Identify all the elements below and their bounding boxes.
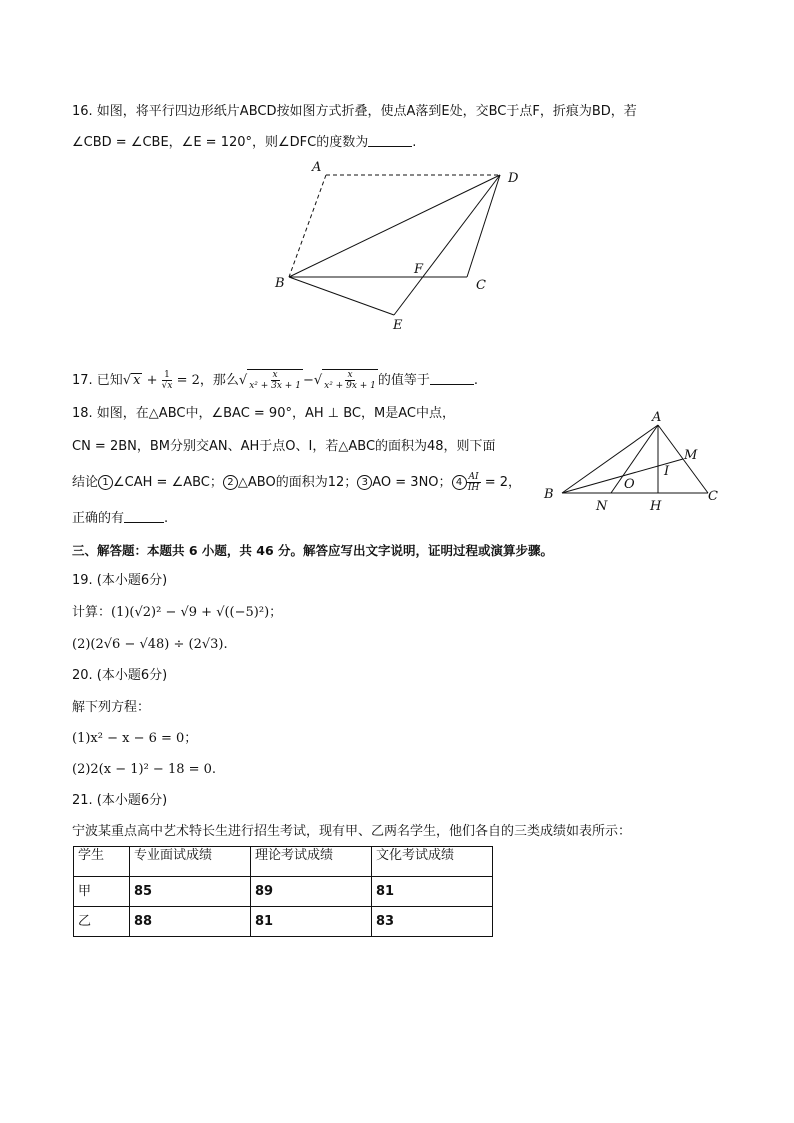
q18-figure [540, 405, 730, 515]
q16-edge-ED [394, 175, 500, 315]
cell-student: 甲 [74, 877, 130, 907]
q18-label-O: O [624, 477, 635, 492]
cell-interview: 88 [130, 907, 251, 937]
q18-circle-4: 4 [452, 475, 467, 490]
q16-answer-blank[interactable] [368, 134, 412, 147]
q17-prefix: 17. 已知 [72, 373, 123, 388]
q16-line1: 16. 如图，将平行四边形纸片ABCD按如图方式折叠，使点A落到E处，交BC于点F，折痕为BD，若 [72, 104, 637, 119]
q17-radical-2: $\frac{x}{\text{x² + 9x + 1}}$ [324, 370, 376, 391]
q18-label-H: H [650, 499, 662, 514]
section-3-heading: 三、解答题：本题共 6 小题，共 46 分。解答应写出文字说明，证明过程或演算步骤。 [72, 543, 554, 558]
q21-score-table [73, 846, 493, 937]
q19-title: 19. (本小题6分) [72, 573, 168, 588]
header-culture: 文化考试成绩 [372, 847, 493, 877]
q18-frac-ai-ih: $\frac{AI}{IH}$ [467, 472, 480, 493]
q20-intro: 解下列方程： [72, 700, 151, 715]
q20-title: 20. (本小题6分) [72, 668, 168, 683]
q18-label-I: I [664, 464, 670, 479]
q17-frac-1-over-sqrtx: $\frac{1}{√x}$ [161, 370, 173, 391]
q21-intro: 宁波某重点高中艺术特长生进行招生考试，现有甲、乙两名学生，他们各自的三类成绩如表所示： [72, 824, 632, 839]
q17-radical-1: $\frac{x}{\text{x² + 3x + 1}}$ [249, 370, 301, 391]
q17-period: . [473, 373, 479, 388]
q18-label-M: M [684, 448, 698, 463]
q16-label-C: C [476, 278, 486, 293]
q21-title: 21. (本小题6分) [72, 793, 168, 808]
q16-edge-CD [467, 175, 500, 277]
q19-part2: (2)(2√6 − √48) ÷ (2√3). [72, 637, 228, 652]
q16-period: . [412, 135, 417, 150]
cell-interview: 85 [130, 877, 251, 907]
table-row [74, 877, 493, 907]
q18-conclusion-4: = 2， [480, 475, 522, 490]
header-theory: 理论考试成绩 [251, 847, 372, 877]
q18-label-A: A [652, 410, 662, 425]
q16-line2 [72, 133, 416, 153]
q18-label-B: B [544, 487, 554, 502]
cell-culture: 81 [372, 877, 493, 907]
q18-line1: 18. 如图，在△ABC中，∠BAC = 90°，AH ⊥ BC，M是AC中点， [72, 406, 455, 421]
q18-conclusion-3: AO = 3NO； [372, 475, 452, 490]
q17-line: 17. 已知√ x + $\frac{1}{√x}$ = 2，那么√ $\frac{x}{\text{x² + 3x + 1}}$ −√ $\frac{x}{\text{x² + 9x + 1}}$ 的值等于 . [72, 370, 479, 391]
q18-circle-1: 1 [98, 475, 113, 490]
q19-part1: 计算：(1)(√2)² − √9 + √((−5)²)； [72, 605, 283, 620]
cell-student: 乙 [74, 907, 130, 937]
q18-label-C: C [708, 489, 718, 504]
q16-label-F: F [414, 262, 424, 277]
cell-theory: 81 [251, 907, 372, 937]
q18-conclusion-2: △ABO的面积为12； [237, 475, 358, 490]
q17-eq2: = 2，那么 [172, 373, 239, 388]
q16-figure [270, 155, 530, 340]
q18-conclusions-label: 结论 [72, 475, 99, 490]
q18-label-N: N [596, 499, 608, 514]
q18-conclusion-1: ∠CAH = ∠ABC； [113, 475, 223, 490]
table-header-row [74, 847, 493, 877]
q16-label-B: B [275, 276, 285, 291]
header-interview: 专业面试成绩 [130, 847, 251, 877]
header-student: 学生 [74, 847, 130, 877]
q20-eq2: (2)2(x − 1)² − 18 = 0. [72, 762, 217, 777]
q17-answer-blank[interactable] [430, 372, 474, 385]
q16-label-A: A [312, 160, 322, 175]
q18-line2: CN = 2BN，BM分别交AN、AH于点O、I，若△ABC的面积为48，则下面 [72, 439, 496, 454]
q20-eq1: (1)x² − x − 6 = 0； [72, 731, 198, 746]
q18-line3 [72, 472, 521, 493]
q16-edge-BE [289, 277, 394, 315]
q18-circle-2: 2 [223, 475, 238, 490]
q18-answer-blank[interactable] [124, 510, 164, 523]
q16-label-E: E [393, 318, 403, 333]
q18-correct-label: 正确的有 [72, 511, 125, 526]
cell-theory: 89 [251, 877, 372, 907]
q16-label-D: D [508, 171, 519, 186]
q17-suffix: 的值等于 [377, 373, 430, 388]
cell-culture: 83 [372, 907, 493, 937]
q18-edge-AB [562, 425, 658, 493]
q18-line4 [72, 509, 168, 529]
q18-period: . [164, 511, 169, 526]
q16-condition: ∠CBD = ∠CBE，∠E = 120°，则∠DFC的度数为 [72, 135, 369, 150]
q18-circle-3: 3 [357, 475, 372, 490]
q17-minus: − [302, 373, 314, 388]
table-row [74, 907, 493, 937]
q17-sqrt-x: x [133, 373, 141, 388]
